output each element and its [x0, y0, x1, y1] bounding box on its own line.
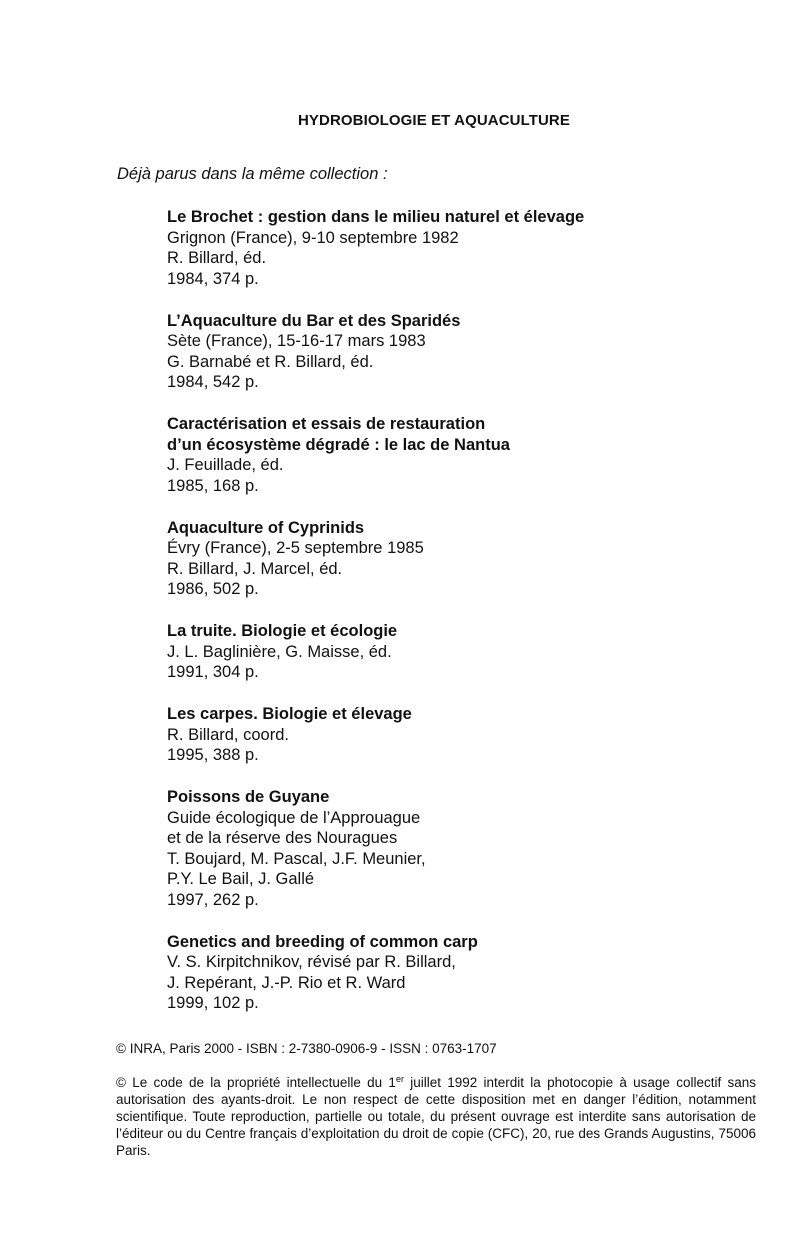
book-year-pages: 1997, 262 p. — [167, 890, 259, 909]
legal-text-start: © Le code de la propriété intellectuelle du 1 — [116, 1075, 396, 1090]
book-list — [167, 207, 767, 1035]
book-editor: R. Billard, J. Marcel, éd. — [167, 559, 343, 578]
book-entry — [167, 518, 767, 600]
book-title: Les carpes. Biologie et élevage — [167, 705, 412, 723]
book-entry — [167, 704, 767, 766]
book-title: Poissons de Guyane — [167, 788, 330, 806]
book-entry — [167, 207, 767, 289]
book-year-pages: 1984, 542 p. — [167, 373, 259, 391]
book-title: Aquaculture of Cyprinids — [167, 518, 365, 537]
book-authors: V. S. Kirpitchnikov, révisé par R. Billard, — [167, 953, 456, 971]
book-editor: R. Billard, coord. — [167, 725, 289, 744]
book-title: Caractérisation et essais de restauration d’un écosystème dégradé : le lac de Nantua — [167, 415, 510, 454]
book-editor: J. L. Baglinière, G. Maisse, éd. — [167, 642, 392, 661]
book-year-pages: 1985, 168 p. — [167, 476, 259, 495]
book-entry — [167, 932, 767, 1014]
book-year-pages: 1984, 374 p. — [167, 269, 259, 288]
book-editor: G. Barnabé et R. Billard, éd. — [167, 352, 374, 371]
legal-superscript: er — [395, 1074, 404, 1084]
book-detail: Sète (France), 15-16-17 mars 1983 — [167, 332, 426, 350]
book-authors: P.Y. Le Bail, J. Gallé — [167, 870, 315, 888]
book-detail: et de la réserve des Nouragues — [167, 829, 398, 847]
book-year-pages: 1995, 388 p. — [167, 746, 259, 764]
legal-text-end: juillet 1992 interdit la photocopie à usage collectif sans autorisation des ayants-droit. Le non respect de cette disposition met en danger l’édition, notamment scientifique. Toute reproduction, partielle ou totale, du présent ouvrage est interdite sans autorisation de l’éditeur ou du Centre français d’exploitation du droit de copie (CFC), 20, rue des Grands Augustins, 75006 Paris. — [116, 1075, 756, 1158]
book-title: L’Aquaculture du Bar et des Sparidés — [167, 311, 461, 330]
book-title: Genetics and breeding of common carp — [167, 932, 478, 951]
series-title: HYDROBIOLOGIE ET AQUACULTURE — [298, 112, 570, 129]
book-editor: R. Billard, éd. — [167, 249, 267, 267]
book-detail: Évry (France), 2-5 septembre 1985 — [167, 539, 424, 557]
book-year-pages: 1986, 502 p. — [167, 580, 259, 598]
collection-intro: Déjà parus dans la même collection : — [117, 165, 388, 183]
book-detail: Grignon (France), 9-10 septembre 1982 — [167, 228, 459, 247]
book-entry — [167, 414, 767, 496]
book-title: La truite. Biologie et écologie — [167, 622, 398, 640]
book-entry — [167, 787, 767, 910]
book-title: Le Brochet : gestion dans le milieu naturel et élevage — [167, 208, 585, 226]
book-entry — [167, 621, 767, 683]
legal-notice — [116, 1074, 756, 1159]
book-detail: Guide écologique de l’Approuague — [167, 808, 421, 827]
book-editor: J. Feuillade, éd. — [167, 456, 284, 474]
book-authors: J. Repérant, J.-P. Rio et R. Ward — [167, 973, 406, 992]
book-year-pages: 1999, 102 p. — [167, 994, 259, 1012]
book-entry — [167, 311, 767, 393]
book-year-pages: 1991, 304 p. — [167, 663, 259, 681]
copyright-line: © INRA, Paris 2000 - ISBN : 2-7380-0906-9 - ISSN : 0763-1707 — [116, 1041, 497, 1056]
book-authors: T. Boujard, M. Pascal, J.F. Meunier, — [167, 849, 426, 868]
